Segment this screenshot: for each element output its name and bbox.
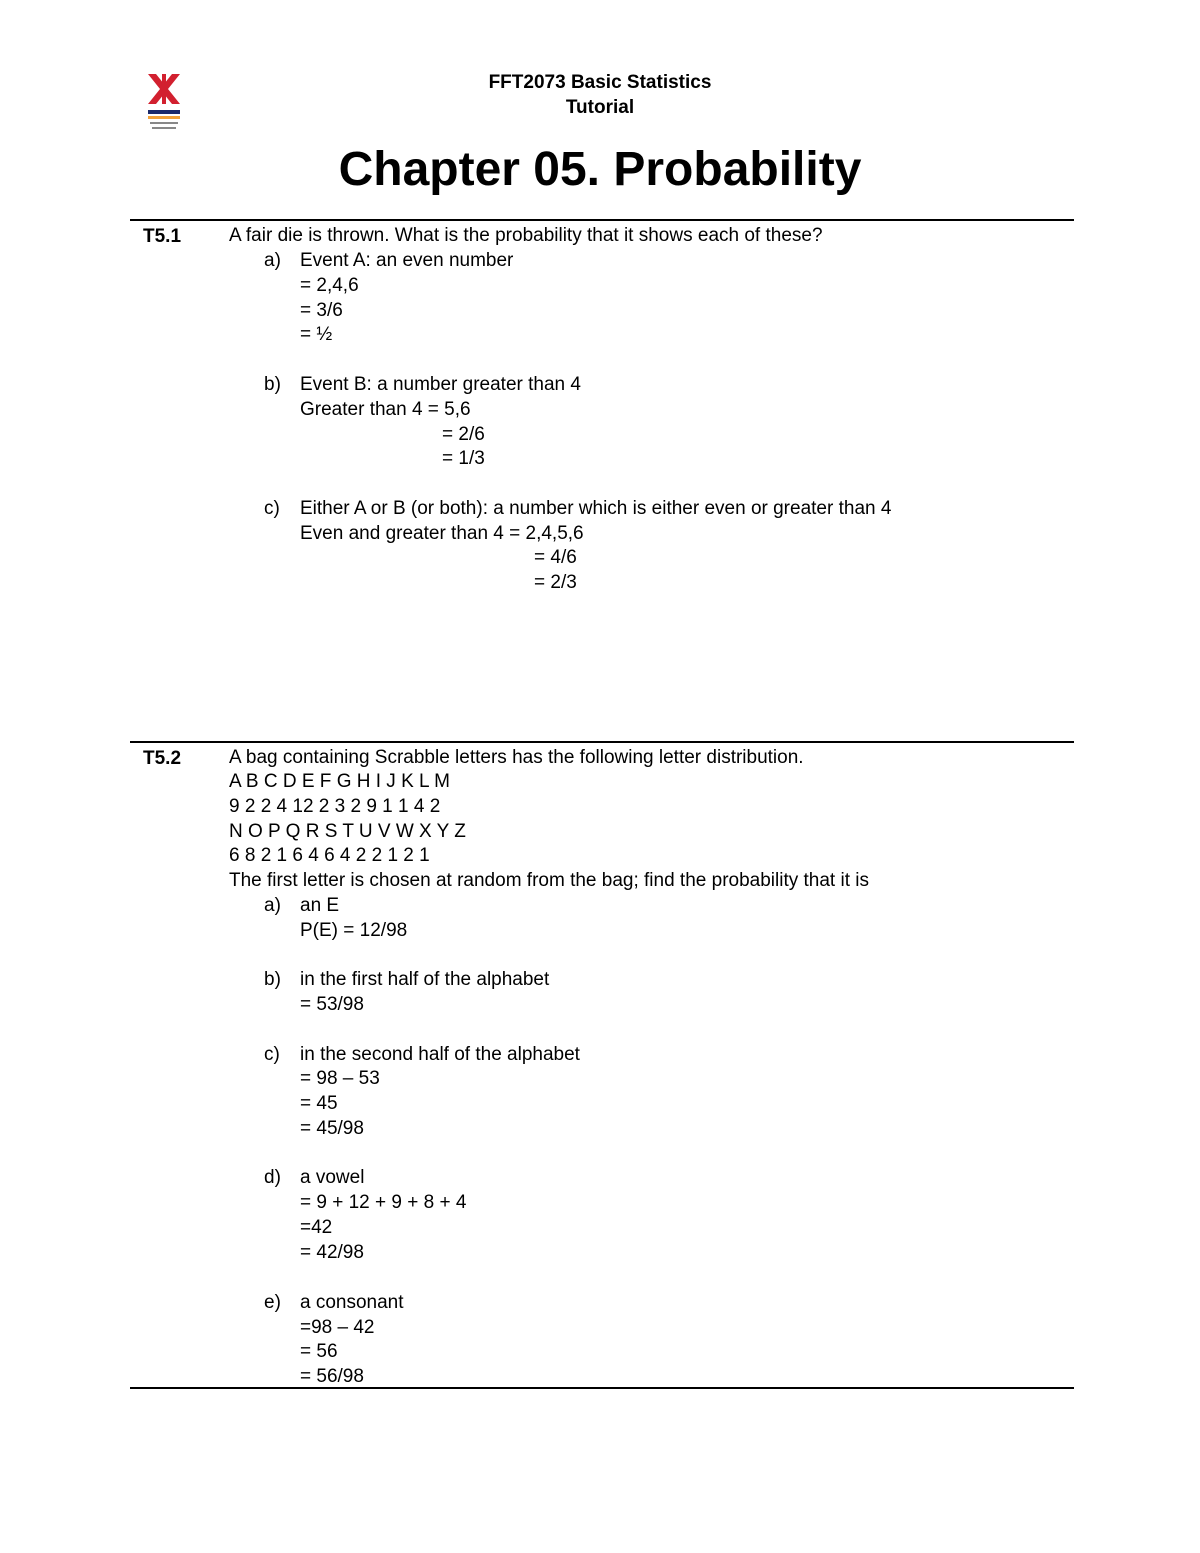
working-line: =98 – 42 [300,1317,375,1338]
working-line: = 1/3 [442,448,485,469]
part-text: a vowel [300,1167,365,1188]
working-line: P(E) = 12/98 [300,920,408,941]
working-line: = 2/3 [534,572,577,593]
question-prompt: A fair die is thrown. What is the probability that it shows each of these? [229,225,823,246]
working-line: Even and greater than 4 = 2,4,5,6 [300,523,584,544]
working-line: = ½ [300,324,333,345]
working-line: = 45/98 [300,1118,364,1139]
working-line: Greater than 4 = 5,6 [300,399,471,420]
working-line: = 56/98 [300,1366,364,1387]
working-line: = 56 [300,1341,338,1362]
part-text: in the second half of the alphabet [300,1044,580,1065]
part-label: c) [264,498,280,519]
part-label: c) [264,1044,280,1065]
chapter-title: Chapter 05. Probability [338,143,862,196]
working-line: = 3/6 [300,300,343,321]
part-label: b) [264,969,281,990]
working-line: = 53/98 [300,994,364,1015]
question-number: T5.2 [143,748,182,769]
document-subtitle: Tutorial [565,97,635,118]
question-instruction: The first letter is chosen at random from the bag; find the probability that it is [229,870,869,891]
working-line: = 9 + 12 + 9 + 8 + 4 [300,1192,467,1213]
section-divider [130,741,1074,743]
count-row: 9 2 2 4 12 2 3 2 9 1 1 4 2 [229,796,441,817]
working-line: =42 [300,1217,333,1238]
part-label: a) [264,250,281,271]
question-prompt: A bag containing Scrabble letters has the following letter distribution. [229,747,804,768]
section-divider [130,219,1074,221]
part-text: in the first half of the alphabet [300,969,550,990]
part-text: Either A or B (or both): a number which is either even or greater than 4 [300,498,892,519]
part-text: Event B: a number greater than 4 [300,374,581,395]
letter-row: N O P Q R S T U V W X Y Z [229,821,466,842]
working-line: = 4/6 [534,547,577,568]
working-line: = 45 [300,1093,338,1114]
part-text: a consonant [300,1292,404,1313]
letter-row: A B C D E F G H I J K L M [229,771,451,792]
part-text: Event A: an even number [300,250,514,271]
part-label: e) [264,1292,281,1313]
count-row: 6 8 2 1 6 4 6 4 2 2 1 2 1 [229,845,430,866]
course-title: FFT2073 Basic Statistics [488,72,712,93]
working-line: = 2,4,6 [300,275,359,296]
part-label: d) [264,1167,281,1188]
working-line: = 98 – 53 [300,1068,380,1089]
working-line: = 42/98 [300,1242,364,1263]
part-text: an E [300,895,340,916]
question-number: T5.1 [143,226,182,247]
part-label: b) [264,374,281,395]
section-divider [130,1387,1074,1389]
working-line: = 2/6 [442,424,485,445]
part-label: a) [264,895,281,916]
